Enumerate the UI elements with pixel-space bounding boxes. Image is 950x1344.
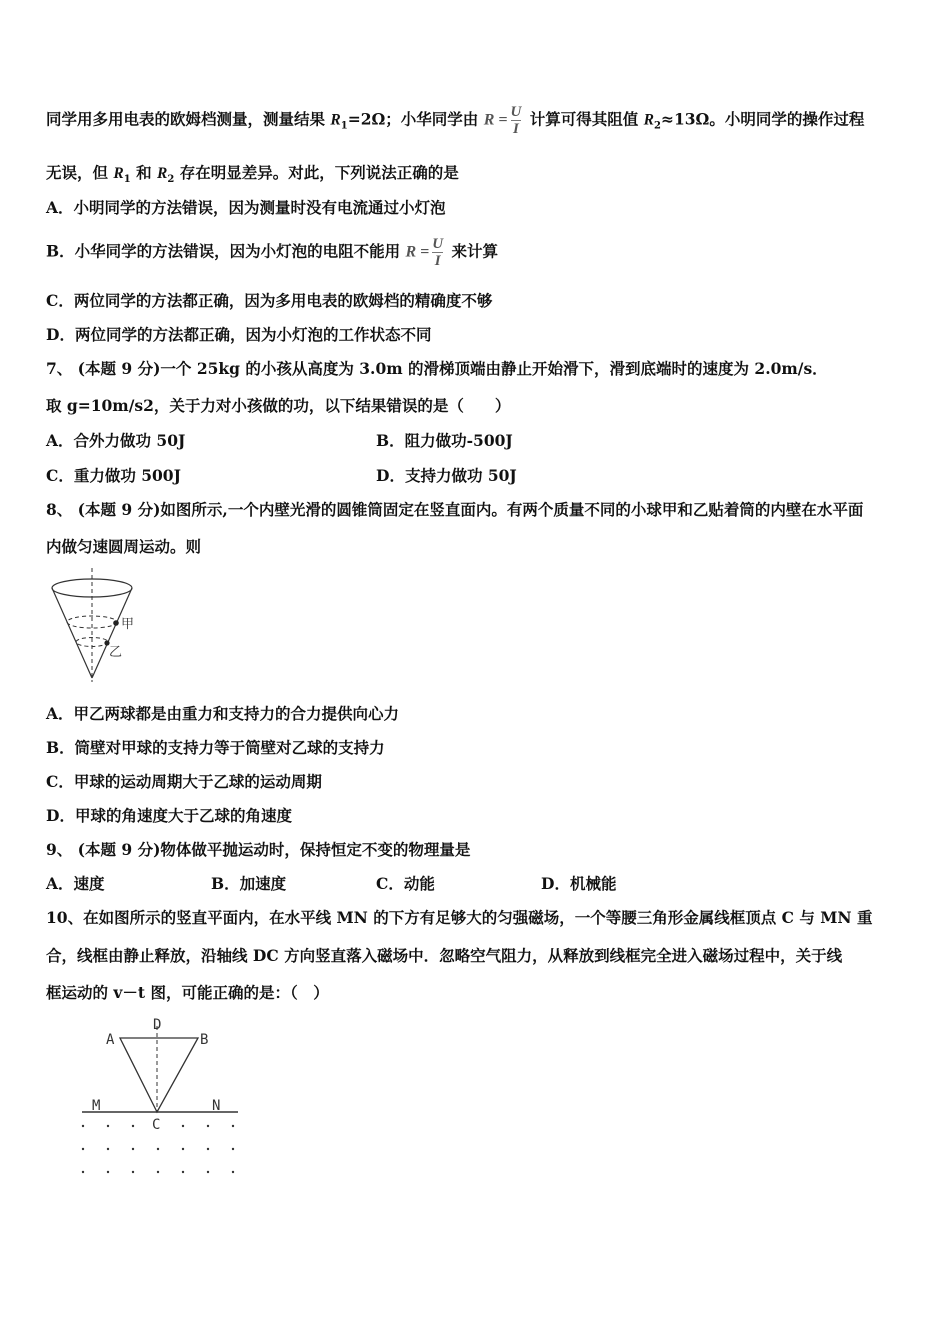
q9-option-c: C．动能 — [376, 874, 435, 893]
q10-stem-line-2: 合，线框由静止释放，沿轴线 DC 方向竖直落入磁场中．忽略空气阻力，从释放到线框完全进入磁场过程中，关于线 — [46, 946, 843, 965]
label-b: B — [200, 1032, 209, 1048]
q7-stem-line-2: 取 g=10m/s2，关于力对小孩做的功，以下结果错误的是（ ） — [46, 396, 511, 415]
r2-symbol: R — [157, 165, 168, 182]
formula-r: R = — [483, 111, 508, 129]
q6-text: 无误，但 — [46, 163, 114, 182]
q6-option-c: C．两位同学的方法都正确，因为多用电表的欧姆档的精确度不够 — [46, 291, 493, 310]
q10-stem-line-3: 框运动的 v－t 图，可能正确的是：（ ） — [46, 983, 329, 1002]
label-yi: 乙 — [109, 645, 123, 660]
label-a: A — [106, 1032, 115, 1048]
r2-value: ≈13Ω — [660, 109, 710, 129]
q6-option-d: D．两位同学的方法都正确，因为小灯泡的工作状态不同 — [46, 325, 432, 344]
r1-sub: 1 — [340, 120, 348, 132]
q8-stem-line-2: 内做匀速圆周运动。则 — [46, 537, 202, 556]
formula-fraction — [511, 104, 522, 137]
q6-text: 。小明同学的操作过程 — [709, 109, 865, 129]
q8-option-a: A．甲乙两球都是由重力和支持力的合力提供向心力 — [46, 704, 400, 723]
cone-figure — [44, 566, 154, 684]
formula-denominator: I — [511, 120, 522, 137]
triangle-figure — [76, 1014, 246, 1180]
q7-option-b: B．阻力做功-500J — [376, 431, 513, 450]
q10-stem-line-1: 10、在如图所示的竖直平面内，在水平线 MN 的下方有足够大的匀强磁场，一个等腰三角形金属线框顶点 C 与 MN 重 — [46, 908, 873, 927]
formula-numerator: U — [432, 236, 444, 252]
cone-wall-right — [92, 588, 135, 678]
cone-rim — [52, 579, 132, 597]
r1-symbol: R — [113, 165, 124, 182]
formula-r: R = — [405, 243, 430, 261]
q9-stem: 9、 (本题 9 分)物体做平抛运动时，保持恒定不变的物理量是 — [46, 840, 471, 859]
formula-numerator: U — [510, 104, 522, 120]
q6-option-b — [46, 236, 498, 269]
r2-symbol: R — [643, 111, 654, 129]
q7-option-a: A．合外力做功 50J — [46, 431, 186, 450]
q6-text: ；小华同学由 — [385, 109, 484, 129]
label-d: D — [153, 1017, 162, 1033]
q9-option-d: D．机械能 — [541, 874, 617, 893]
formula-denominator: I — [432, 252, 443, 269]
q8-option-d: D．甲球的角速度大于乙球的角速度 — [46, 806, 292, 825]
q9-option-a: A．速度 — [46, 874, 105, 893]
q6-line-1 — [46, 104, 864, 137]
q6-option-b-text: B．小华同学的方法错误，因为小灯泡的电阻不能用 — [46, 241, 406, 261]
label-jia: 甲 — [121, 617, 135, 632]
label-m: M — [92, 1098, 101, 1114]
r2-sub: 2 — [653, 120, 661, 132]
q6-option-b-text: 来计算 — [446, 241, 499, 261]
q9-option-b: B．加速度 — [211, 874, 287, 893]
r1-symbol: R — [330, 111, 341, 129]
q6-text: 存在明显差异。对此，下列说法正确的是 — [174, 163, 459, 182]
q8-stem-line-1: 8、 (本题 9 分)如图所示,一个内壁光滑的圆锥筒固定在竖直面内。有两个质量不同的小球甲和乙贴着筒的内壁在水平面 — [46, 500, 864, 519]
q6-text: 和 — [130, 163, 158, 182]
q6-text: 同学用多用电表的欧姆档测量，测量结果 — [46, 109, 331, 129]
q7-option-c: C．重力做功 500J — [46, 466, 181, 485]
label-n: N — [212, 1098, 221, 1114]
r1-value: =2Ω — [347, 109, 386, 129]
formula-fraction — [432, 236, 443, 269]
label-c: C — [152, 1117, 161, 1133]
q6-option-a: A．小明同学的方法错误，因为测量时没有电流通过小灯泡 — [46, 198, 446, 217]
r1-sub: 1 — [123, 174, 131, 186]
q7-stem-line-1: 7、 (本题 9 分)一个 25kg 的小孩从高度为 3.0m 的滑梯顶端由静止开始滑下，滑到底端时的速度为 2.0m/s． — [46, 359, 828, 378]
q7-option-d: D．支持力做功 50J — [376, 466, 517, 485]
q8-option-b: B．筒壁对甲球的支持力等于筒壁对乙球的支持力 — [46, 738, 385, 757]
triangle-frame — [120, 1038, 198, 1112]
q8-option-c: C．甲球的运动周期大于乙球的运动周期 — [46, 772, 322, 791]
r2-sub: 2 — [167, 174, 175, 186]
q6-line-2 — [46, 163, 459, 190]
ball-jia — [113, 620, 119, 626]
cone-wall-left — [52, 588, 92, 678]
q6-text: 计算可得其阻值 — [524, 109, 644, 129]
